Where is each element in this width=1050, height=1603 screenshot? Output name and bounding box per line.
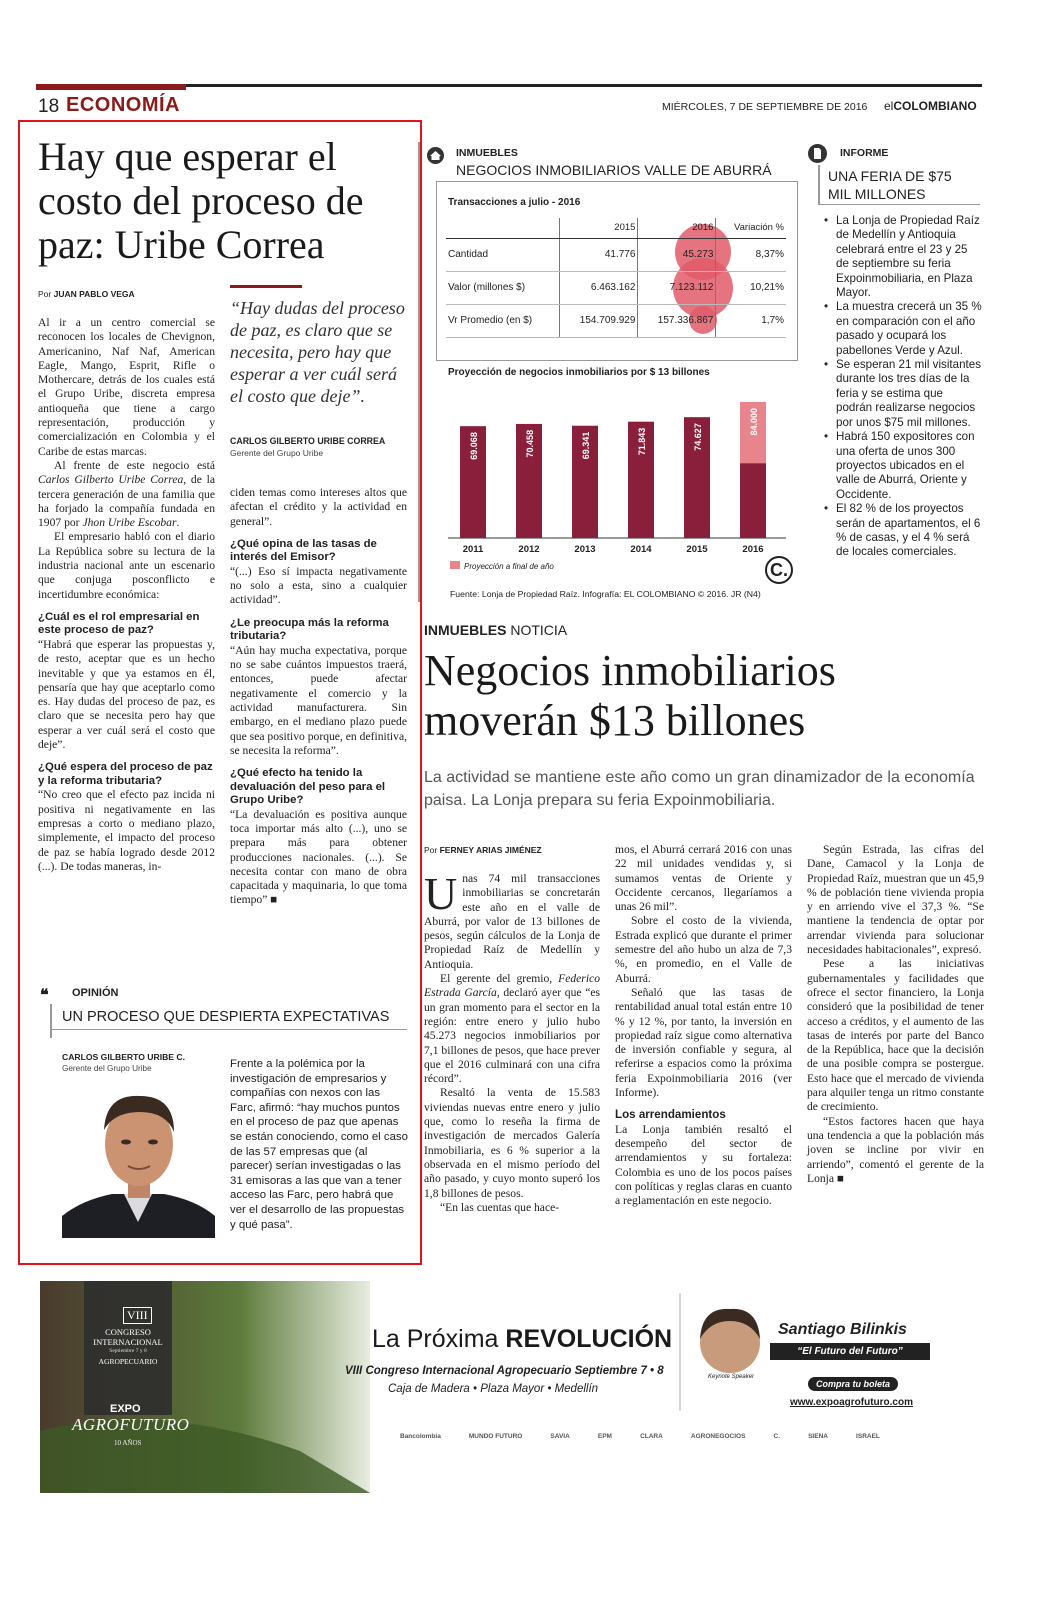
chart-tick-label: 2011 (462, 544, 484, 555)
newspaper-title: COLOMBIANO (893, 99, 977, 113)
header-accent (36, 84, 186, 90)
projection-chart (436, 380, 798, 595)
main-byline (424, 845, 542, 855)
article-deck: La actividad se mantiene este año como un gran dinamizador de la economía paisa. La Lonja prepara su feria Expoinmobiliaria. (424, 769, 975, 809)
opinion-text: Frente a la polémica por la investigación de empresarios y compañías con nexos con las Farc, afirmó: “hay muchos puntos en el proceso de paz que apenas se están conociendo, como el caso de las 57 empresas que (al parecer) serían investigadas o las 31 emisoras a las que van a tener acceso las Farc, pero habrá que ver el desarrollo de las propuestas y qué pasa”. (230, 1058, 408, 1231)
chart-value-label: 70.458 (525, 429, 535, 458)
article-kicker (424, 622, 567, 638)
table-cell: 7.123.112 (638, 271, 716, 304)
el-colombiano-logo: C. (765, 556, 793, 584)
table-cell: 6.463.162 (560, 271, 638, 304)
list-item: • La Lonja de Propiedad Raíz de Medellín y Antioquia celebrará entre el 23 y 25 de septiembre su feria Expoinmobiliaria, en Plaza Mayor. (822, 214, 982, 300)
table-cell: Valor (millones $) (446, 271, 560, 304)
byline-prefix: Por (38, 289, 52, 299)
paragraph: El empresario habló con el diario La República sobre su lectura de la industria nacional ante un escenario que conjuga posconflicto e incertidumbre económica: (38, 530, 215, 601)
chart-caption: Proyección de negocios inmobiliarios por $ 13 billones (448, 367, 710, 378)
infographic-label: INMUEBLES (456, 147, 518, 159)
advertisement[interactable] (40, 1281, 983, 1493)
paragraph: mos, el Aburrá cerrará 2016 con unas 22 mil unidades vendidas y, si sumamos ventas de Oriente y Occidente cercanos, llegaríamos a unas 26 mil”. (615, 843, 792, 914)
interview-answer: “No creo que el efecto paz incida ni positiva ni negativamente en las empresas a corto o mediano plazo, simplemente, el impacto del proceso de paz se había logrado desde 2012 (...). De todas maneras, in- (38, 788, 215, 873)
byline-author: JUAN PABLO VEGA (53, 289, 135, 299)
page-number: 18 (38, 96, 60, 117)
chart-tick-label: 2013 (574, 544, 596, 555)
ad-agrofuturo: AGROFUTURO (72, 1415, 190, 1434)
paragraph: La Lonja también resaltó el desempeño del sector de arrendamientos y su fortaleza: Colombia es uno de los pocos países con políticas y reglas claras en cuanto a reglamentación en este negocio. (615, 1122, 792, 1208)
person-name: Federico Estrada García (424, 972, 600, 1000)
table-header: 2015 (560, 218, 638, 238)
author-photo (62, 1082, 215, 1238)
kicker-type: NOTICIA (506, 622, 568, 638)
paragraph: “Estos factores hacen que haya una tendencia a que la población más joven se incline por vivir en arriendo”, comentó el gerente de la Lonja ■ (807, 1114, 984, 1185)
ad-headline: La Próxima REVOLUCIÓN (372, 1325, 673, 1353)
main-article-col-1 (424, 868, 600, 1215)
opinion-title: UN PROCESO QUE DESPIERTA EXPECTATIVAS (62, 1009, 390, 1025)
paragraph: Pese a las iniciativas gubernamentales y facilidades que ofrece el sector financiero, la Lonja consideró que la posibilidad de tener acceso a créditos, y el aumento de las tasas de interés por parte del Banco de la República, hace que la decisión de una posible compra se postergue. Esto hace que el mercado de vivienda para alquiler tenga un ritmo constante de crecimiento. (807, 957, 984, 1114)
ad-badge-number: VIII (123, 1307, 152, 1324)
pull-quote-role: Gerente del Grupo Uribe (230, 448, 324, 458)
infographic-source: Fuente: Lonja de Propiedad Raíz. Infografía: EL COLOMBIANO © 2016. JR (N4) (450, 589, 761, 599)
sponsor-logo: Bancolombia (400, 1433, 441, 1440)
paragraph: Al frente de este negocio está Carlos Gilberto Uribe Correa, de la tercera generación de una familia que ha forjado la compañía fundada en 1907 por Jhon Uribe Escobar. (38, 458, 215, 530)
ad-anniversary: 10 AÑOS (114, 1439, 142, 1447)
ad-speaker-name: Santiago Bilinkis (778, 1321, 907, 1338)
ad-badge-line: INTERNACIONAL (93, 1337, 163, 1347)
paragraph: Sobre el costo de la vivienda, Estrada explicó que durante el primer semestre del año hubo un alza de 7,3 %, en promedio, en el Valle de Aburrá. (615, 914, 792, 985)
paragraph: Resaltó la venta de 15.583 viviendas nuevas entre enero y julio que, como lo reseña la firma de investigación de mercados Galería Inmobiliaria, es 6 % superior a la observada en el mismo período del año pasado, y cuyo monto superó los 1,8 billones de pesos. (424, 1086, 600, 1200)
quote-icon: ❝ (40, 987, 49, 1004)
table-cell: 10,21% (716, 271, 786, 304)
informe-rule (818, 165, 820, 205)
chart-value-label: 69.068 (469, 432, 479, 460)
table-caption: Transacciones a julio - 2016 (448, 197, 581, 208)
interview-question: ¿Le preocupa más la reforma tributaria? (230, 616, 389, 643)
pull-quote: “Hay dudas del proceso de paz, es claro que se necesita, pero hay que esperar a ver cuál será el costo que deje”. (230, 298, 405, 406)
pullquote-rule (230, 285, 302, 288)
sponsor-logo: SIENA (808, 1433, 828, 1440)
sponsor-logo: EPM (597, 1433, 612, 1440)
chart-tick-label: 2014 (630, 544, 652, 555)
informe-list (822, 214, 982, 560)
interview-answer: “(...) Eso sí impacta negativamente no solo a esta, sino a cualquier actividad”. (230, 564, 407, 607)
ad-venue-line: Caja de Madera • Plaza Mayor • Medellín (388, 1383, 599, 1395)
paragraph: El gerente del gremio, Federico Estrada García, declaró ayer que “es un gran momento para el sector en la región: entre enero y julio hubo 45.273 negocios inmobiliarios por 7,1 billones de pesos, que hace prever que el 2016 culminará con una cifra récord”. (424, 972, 600, 1086)
left-headline: Hay que esperar el costo del proceso de paz: Uribe Correa (38, 134, 364, 267)
byline-prefix: Por (424, 845, 438, 855)
sponsor-logo: CLARA (640, 1433, 663, 1440)
paragraph: ciden temas como intereses altos que afectan el crédito y la actividad en general”. (230, 486, 407, 528)
table-cell: Vr Promedio (en $) (446, 304, 560, 337)
chart-legend: Proyección a final de año (464, 562, 554, 571)
left-article-col-2 (230, 486, 407, 908)
chart-tick-label: 2012 (518, 544, 540, 555)
newspaper-prefix: el (884, 99, 894, 113)
table-header-row (446, 218, 786, 238)
chart-value-label: 74.627 (693, 423, 703, 451)
ad-badge-line: Septiembre 7 y 8 (109, 1348, 147, 1354)
byline-author: FERNEY ARIAS JIMÉNEZ (439, 845, 542, 855)
informe-label: INFORME (840, 147, 889, 159)
table-row (446, 271, 786, 304)
table-cell: 45.273 (638, 238, 716, 271)
ad-badge-line: CONGRESO (105, 1327, 151, 1337)
person-name: Carlos Gilberto Uribe Correa (38, 473, 184, 487)
main-article-col-3 (807, 843, 984, 1186)
main-article-col-2 (615, 843, 792, 1208)
chart-value-label: 71.843 (637, 427, 647, 456)
sponsor-logo: MUNDO FUTURO (468, 1433, 523, 1440)
interview-answer: “Aún hay mucha expectativa, porque no se sabe cuántos impuestos traerá, entonces, puede afectar negativamente el comercio y la actividad manufacturera. Sin embargo, en el mediano plazo puede que sea positivo porque, en definitiva, se necesita la reforma”. (230, 643, 407, 757)
document-icon (808, 144, 827, 163)
sponsor-logo: SAVIA (550, 1433, 570, 1440)
section-title: ECONOMÍA (66, 94, 180, 116)
interview-question: ¿Qué opina de las tasas de interés del Emisor? (230, 537, 377, 564)
opinion-role: Gerente del Grupo Uribe (62, 1064, 152, 1073)
newspaper-name (884, 99, 977, 113)
list-item: • El 82 % de los proyectos serán de apartamentos, el 6 % de casas, y el 4 % será de locales comerciales. (822, 502, 982, 560)
opinion-author: CARLOS GILBERTO URIBE C. (62, 1052, 186, 1062)
informe-title: UNA FERIA DE $75 MIL MILLONES (828, 168, 952, 202)
house-icon (427, 147, 444, 164)
chart-bar (740, 463, 766, 538)
ad-congress-line: VIII Congreso Internacional Agropecuario Septiembre 7 • 8 (345, 1365, 664, 1377)
table-cell: 41.776 (560, 238, 638, 271)
list-item: • Se esperan 21 mil visitantes durante los tres días de la feria y se estima que podrán realizarse negocios por unos $75 mil millones. (822, 358, 982, 430)
paragraph: Según Estrada, las cifras del Dane, Camacol y la Lonja de Propiedad Raíz, muestran que un 45,9 % de población tiene vivienda propia y en arriendo vive el 37,3 %. “Se mantiene la tendencia de optar por arrendar vivienda para solucionar necesidades habitacionales”, expresó. (807, 843, 984, 957)
ad-url-link[interactable]: www.expoagrofuturo.com (790, 1397, 913, 1408)
paragraph: Señaló que las tasas de rentabilidad anual total están entre 10 % y 12 %, por tanto, la inversión en propiedad raíz sigue como alternativa de inversión confiable y segura, al referirse a espacios como la próxima feria Expoinmobiliaria 2016 (ver Informe). (615, 985, 792, 1100)
left-article-col-1 (38, 316, 215, 874)
pull-quote-name: CARLOS GILBERTO URIBE CORREA (230, 436, 386, 446)
table-cell: Cantidad (446, 238, 560, 271)
ad-speaker-tag: Keynote Speaker (708, 1374, 755, 1380)
chart-tick-label: 2015 (686, 544, 708, 555)
infographic-title: NEGOCIOS INMOBILIARIOS VALLE DE ABURRÁ (456, 162, 772, 178)
sponsor-logos (400, 1433, 880, 1440)
interview-question: ¿Qué espera del proceso de paz y la reforma tributaria? (38, 761, 213, 787)
opinion-rule (50, 1004, 52, 1038)
interview-question: ¿Qué efecto ha tenido la devaluación del peso para el Grupo Uribe? (230, 767, 386, 807)
opinion-label: OPINIÓN (72, 987, 119, 999)
list-item: • La muestra crecerá un 35 % en comparación con el año pasado y ocupará los pabellones Verde y Azul. (822, 300, 982, 358)
kicker-section: INMUEBLES (424, 622, 507, 638)
informe-divider (818, 204, 980, 205)
table-cell: 154.709.929 (560, 304, 638, 337)
ad-expo: EXPO (110, 1403, 141, 1415)
ad-speaker-quote: “El Futuro del Futuro” (770, 1343, 930, 1360)
paragraph: Al ir a un centro comercial se reconocen los locales de Chevignon, Americanino, Naf Naf, American Eagle, Mango, Esprit, Rifle o Mothercare, detrás de los cuales está el Grupo Uribe, discreta empresa antioqueña que tiene a cargo representación, producción y comercialización en Colombia y el Caribe de estas marcas. (38, 316, 215, 458)
paragraph: Unas 74 mil transacciones inmobiliarias se concretarán este año en el valle de Aburrá, por valor de 13 billones de pesos, según cálculos de la Lonja de Propiedad Raíz de Medellín y Antioquia. (424, 868, 600, 971)
subheading: Los arrendamientos (615, 1108, 726, 1122)
issue-date: MIÉRCOLES, 7 DE SEPTIEMBRE DE 2016 (662, 101, 868, 113)
left-byline (38, 289, 135, 299)
sponsor-logo: AGRONEGOCIOS (690, 1433, 746, 1440)
table-cell: 157.336.867 (638, 304, 716, 337)
sponsor-logo: C. (773, 1433, 781, 1440)
chart-value-label: 84.000 (749, 408, 759, 436)
column-divider (418, 142, 420, 602)
legend-swatch (450, 561, 460, 569)
table-header (446, 218, 560, 238)
interview-question: ¿Cuál es el rol empresarial en este proceso de paz? (38, 610, 200, 637)
table-row (446, 238, 786, 271)
interview-answer: “Habrá que esperar las propuestas y, de resto, aceptar que es un hecho inevitable y que ya estamos en él, pensaría que hay que aceptarlo como es. Hay dudas del proceso de paz, es claro que se necesita pero hay que esperar a ver cuál será el costo que deje”. (38, 637, 215, 752)
ad-badge-line: AGROPECUARIO (98, 1357, 158, 1366)
person-name: Jhon Uribe Escobar (82, 516, 177, 530)
table-header: Variación % (716, 218, 786, 238)
table-header: 2016 (638, 218, 716, 238)
table-cell: 8,37% (716, 238, 786, 271)
drop-cap: U (424, 868, 458, 919)
transactions-table (446, 218, 786, 338)
main-headline: Negocios inmobiliarios moverán $13 billones (424, 646, 836, 745)
table-row (446, 304, 786, 337)
chart-value-label: 69.341 (581, 431, 591, 460)
list-item: • Habrá 150 expositores con una oferta de unos 300 proyectos ubicados en el valle de Aburrá, Oriente y Occidente. (822, 430, 982, 502)
opinion-divider (52, 1029, 407, 1030)
buy-ticket-button[interactable]: Compra tu boleta (808, 1377, 898, 1391)
sponsor-logo: ISRAEL (856, 1433, 880, 1440)
interview-answer: “La devaluación es positiva aunque toca importar más alto (...), uno se prepara más para obtener producciones nacionales. (...). Se necesita contar con mano de obra capacitada y maquinaria, lo que toma tiempo” ■ (230, 807, 407, 907)
table-cell: 1,7% (716, 304, 786, 337)
chart-tick-label: 2016 (742, 544, 764, 555)
paragraph: “En las cuentas que hace- (440, 1200, 560, 1214)
